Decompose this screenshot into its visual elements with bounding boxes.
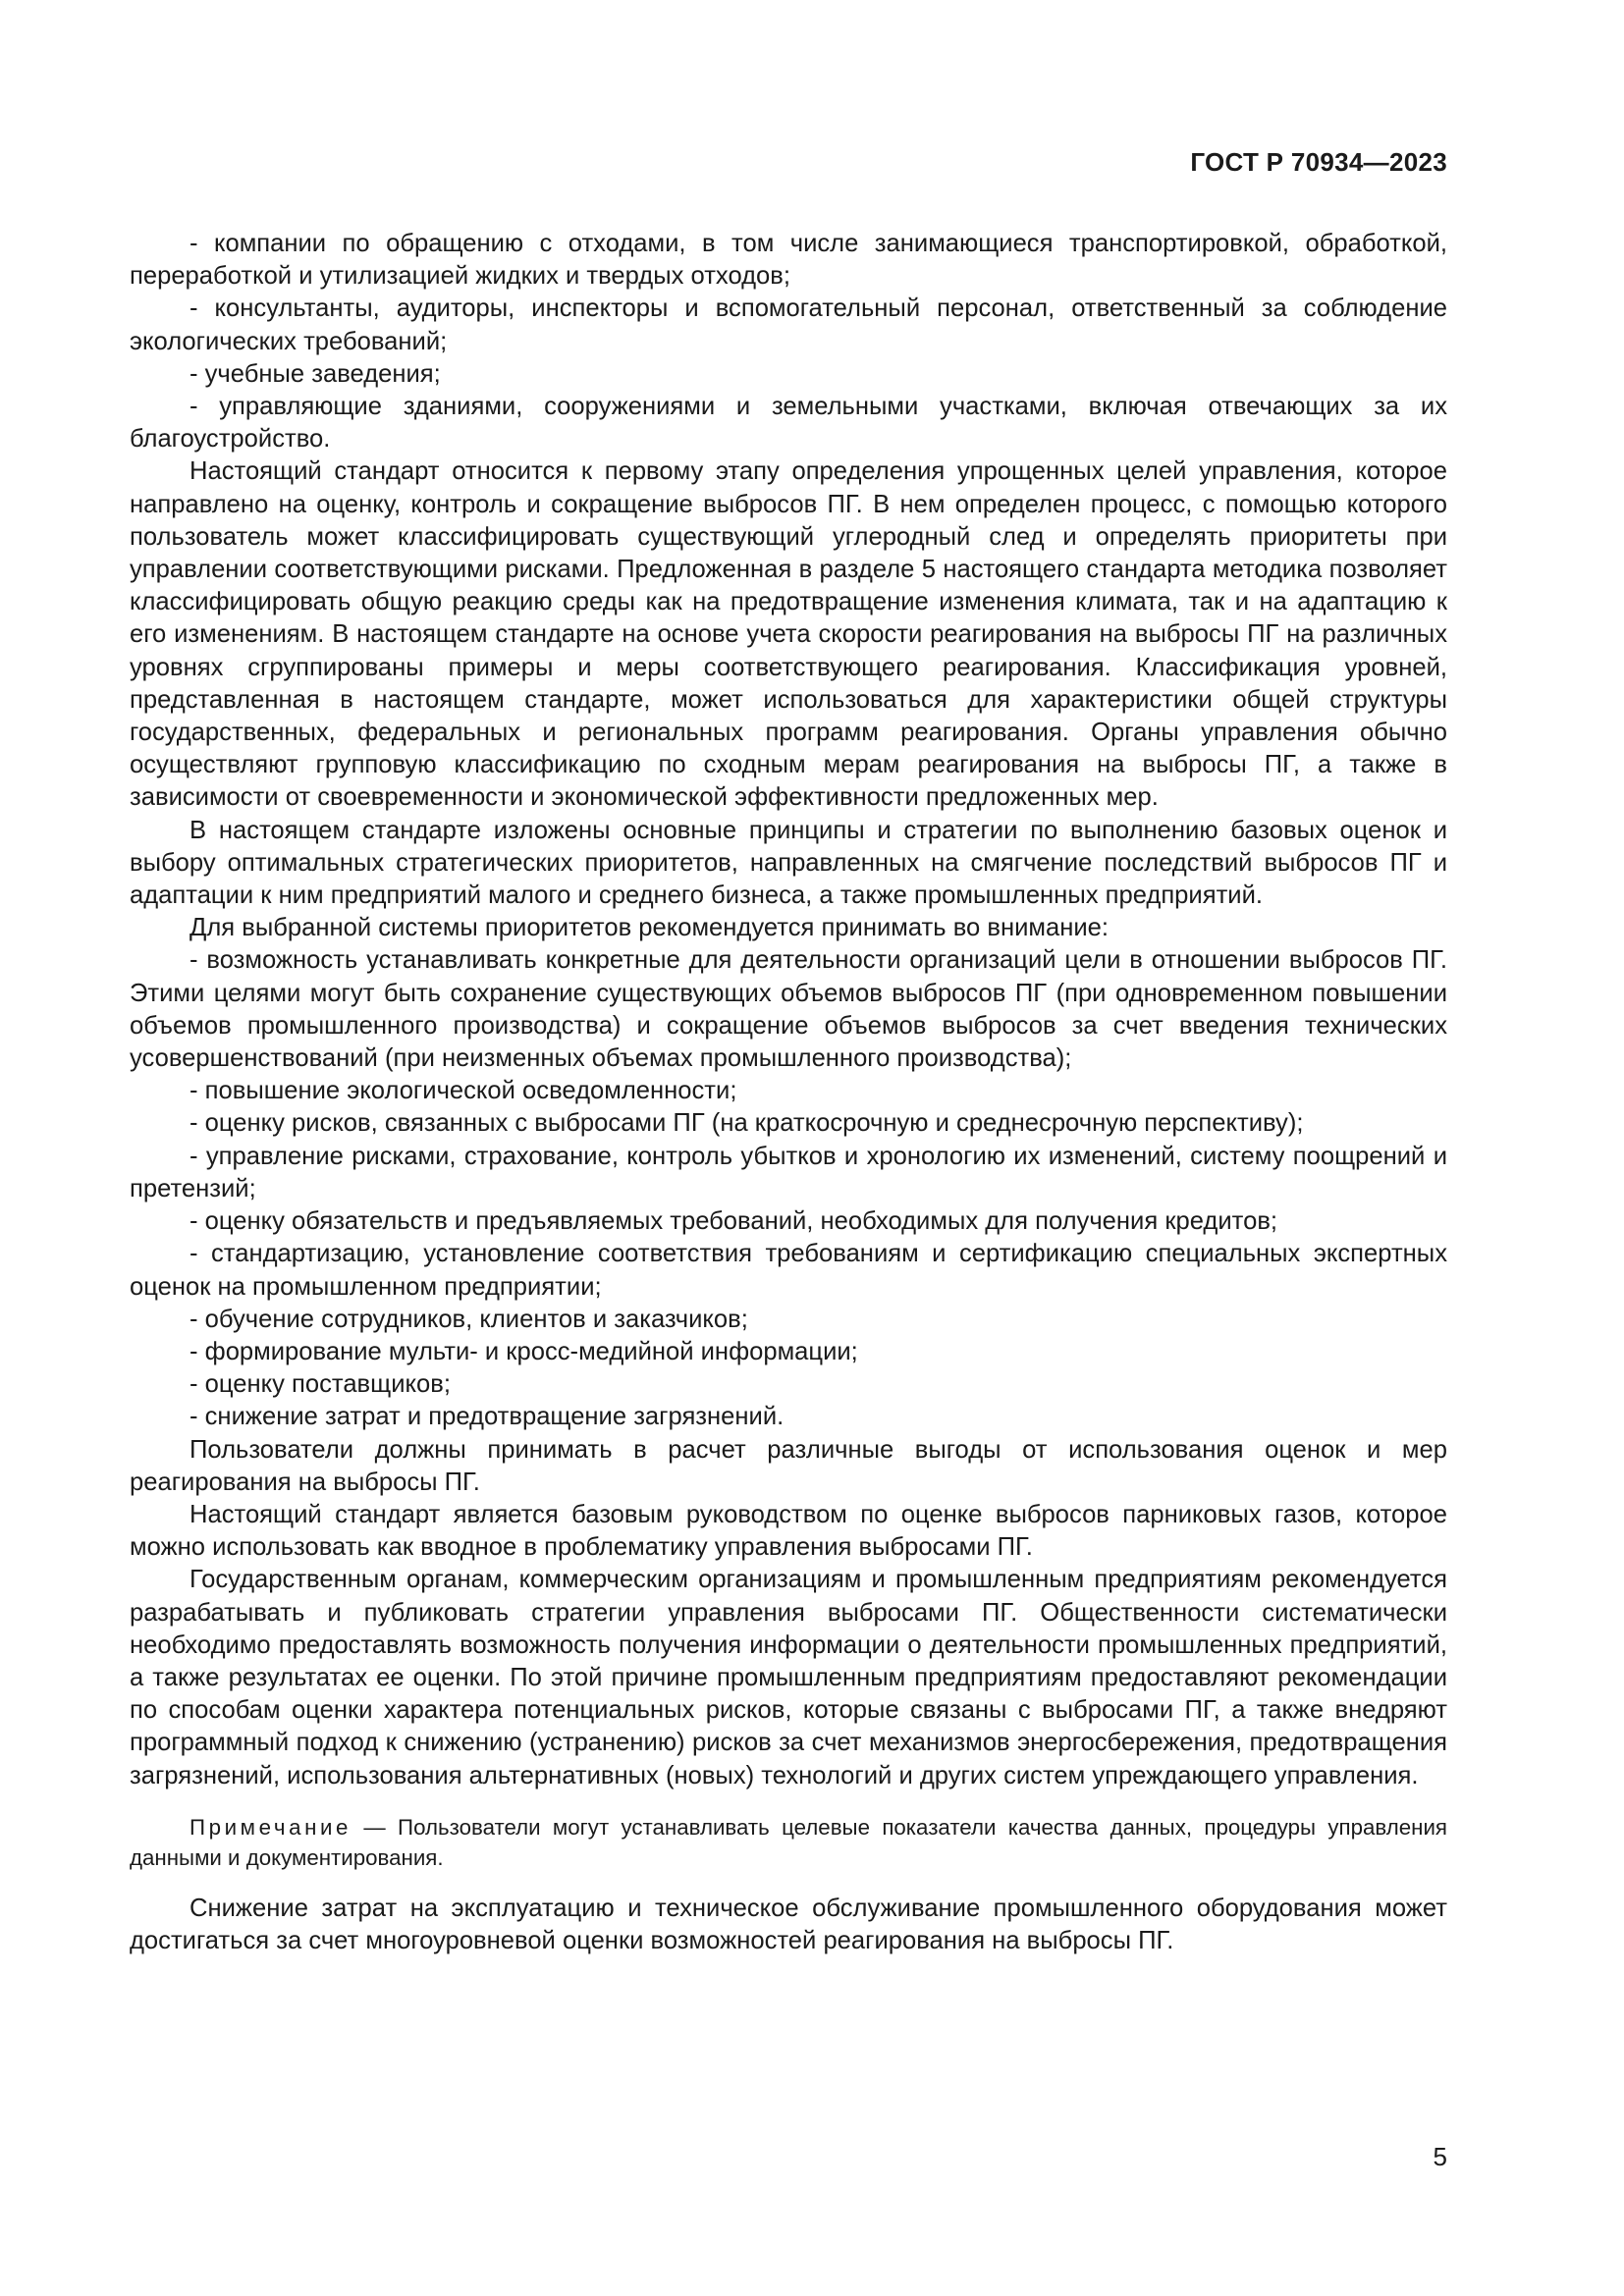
document-body [130,228,1447,1957]
paragraph-principles: В настоящем стандарте изложены основные принципы и стратегии по выполнению базовых оценок и выбору оптимальных стратегических приоритетов, направленных на смягчение последствий выбросов ПГ и адаптации к ним предприятий малого и среднего бизнеса, а также промышленных предприятий. [130,816,1447,910]
paragraph-scope: Настоящий стандарт относится к первому этапу определения упрощенных целей управления, которое направлено на оценку, контроль и сокращение выбросов ПГ. В нем определен процесс, с помощью которого пользователь может классифицировать существующий углеродный след и определять приоритеты при управлении соответствующими рисками. Предложенная в разделе 5 настоящего стандарта методика позволяет классифицировать общую реакцию среды как на предотвращение изменения климата, так и на адаптацию к его изменениям. В настоящем стандарте на основе учета скорости реагирования на выбросы ПГ на различных уровнях сгруппированы примеры и меры соответствующего реагирования. Классификация уровней, представленная в настоящем стандарте, может использоваться для характеристики общей структуры государственных, федеральных и региональных программ реагирования. Органы управления обычно осуществляют групповую классификацию по сходным мерам реагирования на выбросы ПГ, а также в зависимости от своевременности и экономической эффективности предложенных мер. [130,457,1447,812]
list-item-targets: - возможность устанавливать конкретные для деятельности организаций цели в отношении выбросов ПГ. Этими целями могут быть сохранение существующих объемов выбросов ПГ (при одновременном повышении объемов промышленного производства) и сокращение объемов выбросов за счет введения технических усовершенствований (при неизменных объемах промышленного производства); [130,946,1447,1073]
page-number: 5 [1433,2142,1447,2171]
list-item-risk-management: - управление рисками, страхование, контроль убытков и хронологию их изменений, систему поощрений и претензий; [130,1142,1447,1202]
list-item-standardization: - стандартизацию, установление соответствия требованиям и сертификацию специальных экспертных оценок на промышленном предприятии; [130,1240,1447,1301]
note-label: Примечание [189,1814,352,1840]
paragraph-closing: Снижение затрат на эксплуатацию и техническое обслуживание промышленного оборудования может достигаться за счет многоуровневой оценки возможностей реагирования на выбросы ПГ. [130,1894,1447,1954]
paragraph-strategies: Государственным органам, коммерческим организациям и промышленным предприятиям рекомендуется разрабатывать и публиковать стратегии управления выбросами ПГ. Общественности систематически необходимо предоставлять возможность получения информации о деятельности промышленных предприятий, а также результатах ее оценки. По этой причине промышленным предприятиям предоставляют рекомендации по способам оценки характера потенциальных рисков, которые связаны с выбросами ПГ, а также внедряют программный подход к снижению (устранению) рисков за счет механизмов энергосбережения, предотвращения загрязнений, использования альтернативных (новых) технологий и других систем упреждающего управления. [130,1566,1447,1789]
list-item-awareness: - повышение экологической осведомленности; [189,1077,737,1105]
list-item-consultants: - консультанты, аудиторы, инспекторы и вспомогательный персонал, ответственный за соблюдение экологических требований; [130,294,1447,355]
list-item-educational: - учебные заведения; [189,359,441,388]
list-item-risk-assessment: - оценку рисков, связанных с выбросами ПГ (на краткосрочную и среднесрочную перспективу); [189,1109,1304,1138]
list-item-media: - формирование мульти- и кросс-медийной информации; [189,1337,858,1365]
note-text: — Пользователи могут устанавливать целевые показатели качества данных, процедуры управления данными и документирования. [130,1814,1447,1870]
list-item-suppliers: - оценку поставщиков; [189,1370,451,1399]
note [130,1812,1447,1873]
document-number-header: ГОСТ Р 70934—2023 [1190,147,1447,177]
list-item-cost-reduction: - снижение затрат и предотвращение загрязнений. [189,1403,785,1431]
paragraph-benefits: Пользователи должны принимать в расчет различные выгоды от использования оценок и мер реагирования на выбросы ПГ. [130,1435,1447,1496]
list-item-obligations: - оценку обязательств и предъявляемых требований, необходимых для получения кредитов; [189,1207,1278,1236]
paragraph-guide: Настоящий стандарт является базовым руководством по оценке выбросов парниковых газов, которое можно использовать как вводное в проблематику управления выбросами ПГ. [130,1500,1447,1562]
list-item-building-managers: - управляющие зданиями, сооружениями и земельными участками, включая отвечающих за их благоустройство. [130,393,1447,454]
list-item-training: - обучение сотрудников, клиентов и заказчиков; [189,1305,748,1333]
list-item-waste-companies: - компании по обращению с отходами, в том числе занимающиеся транспортировкой, обработкой, переработкой и утилизацией жидких и твердых отходов; [130,230,1447,291]
paragraph-priorities-intro: Для выбранной системы приоритетов рекомендуется принимать во внимание: [189,914,1109,942]
